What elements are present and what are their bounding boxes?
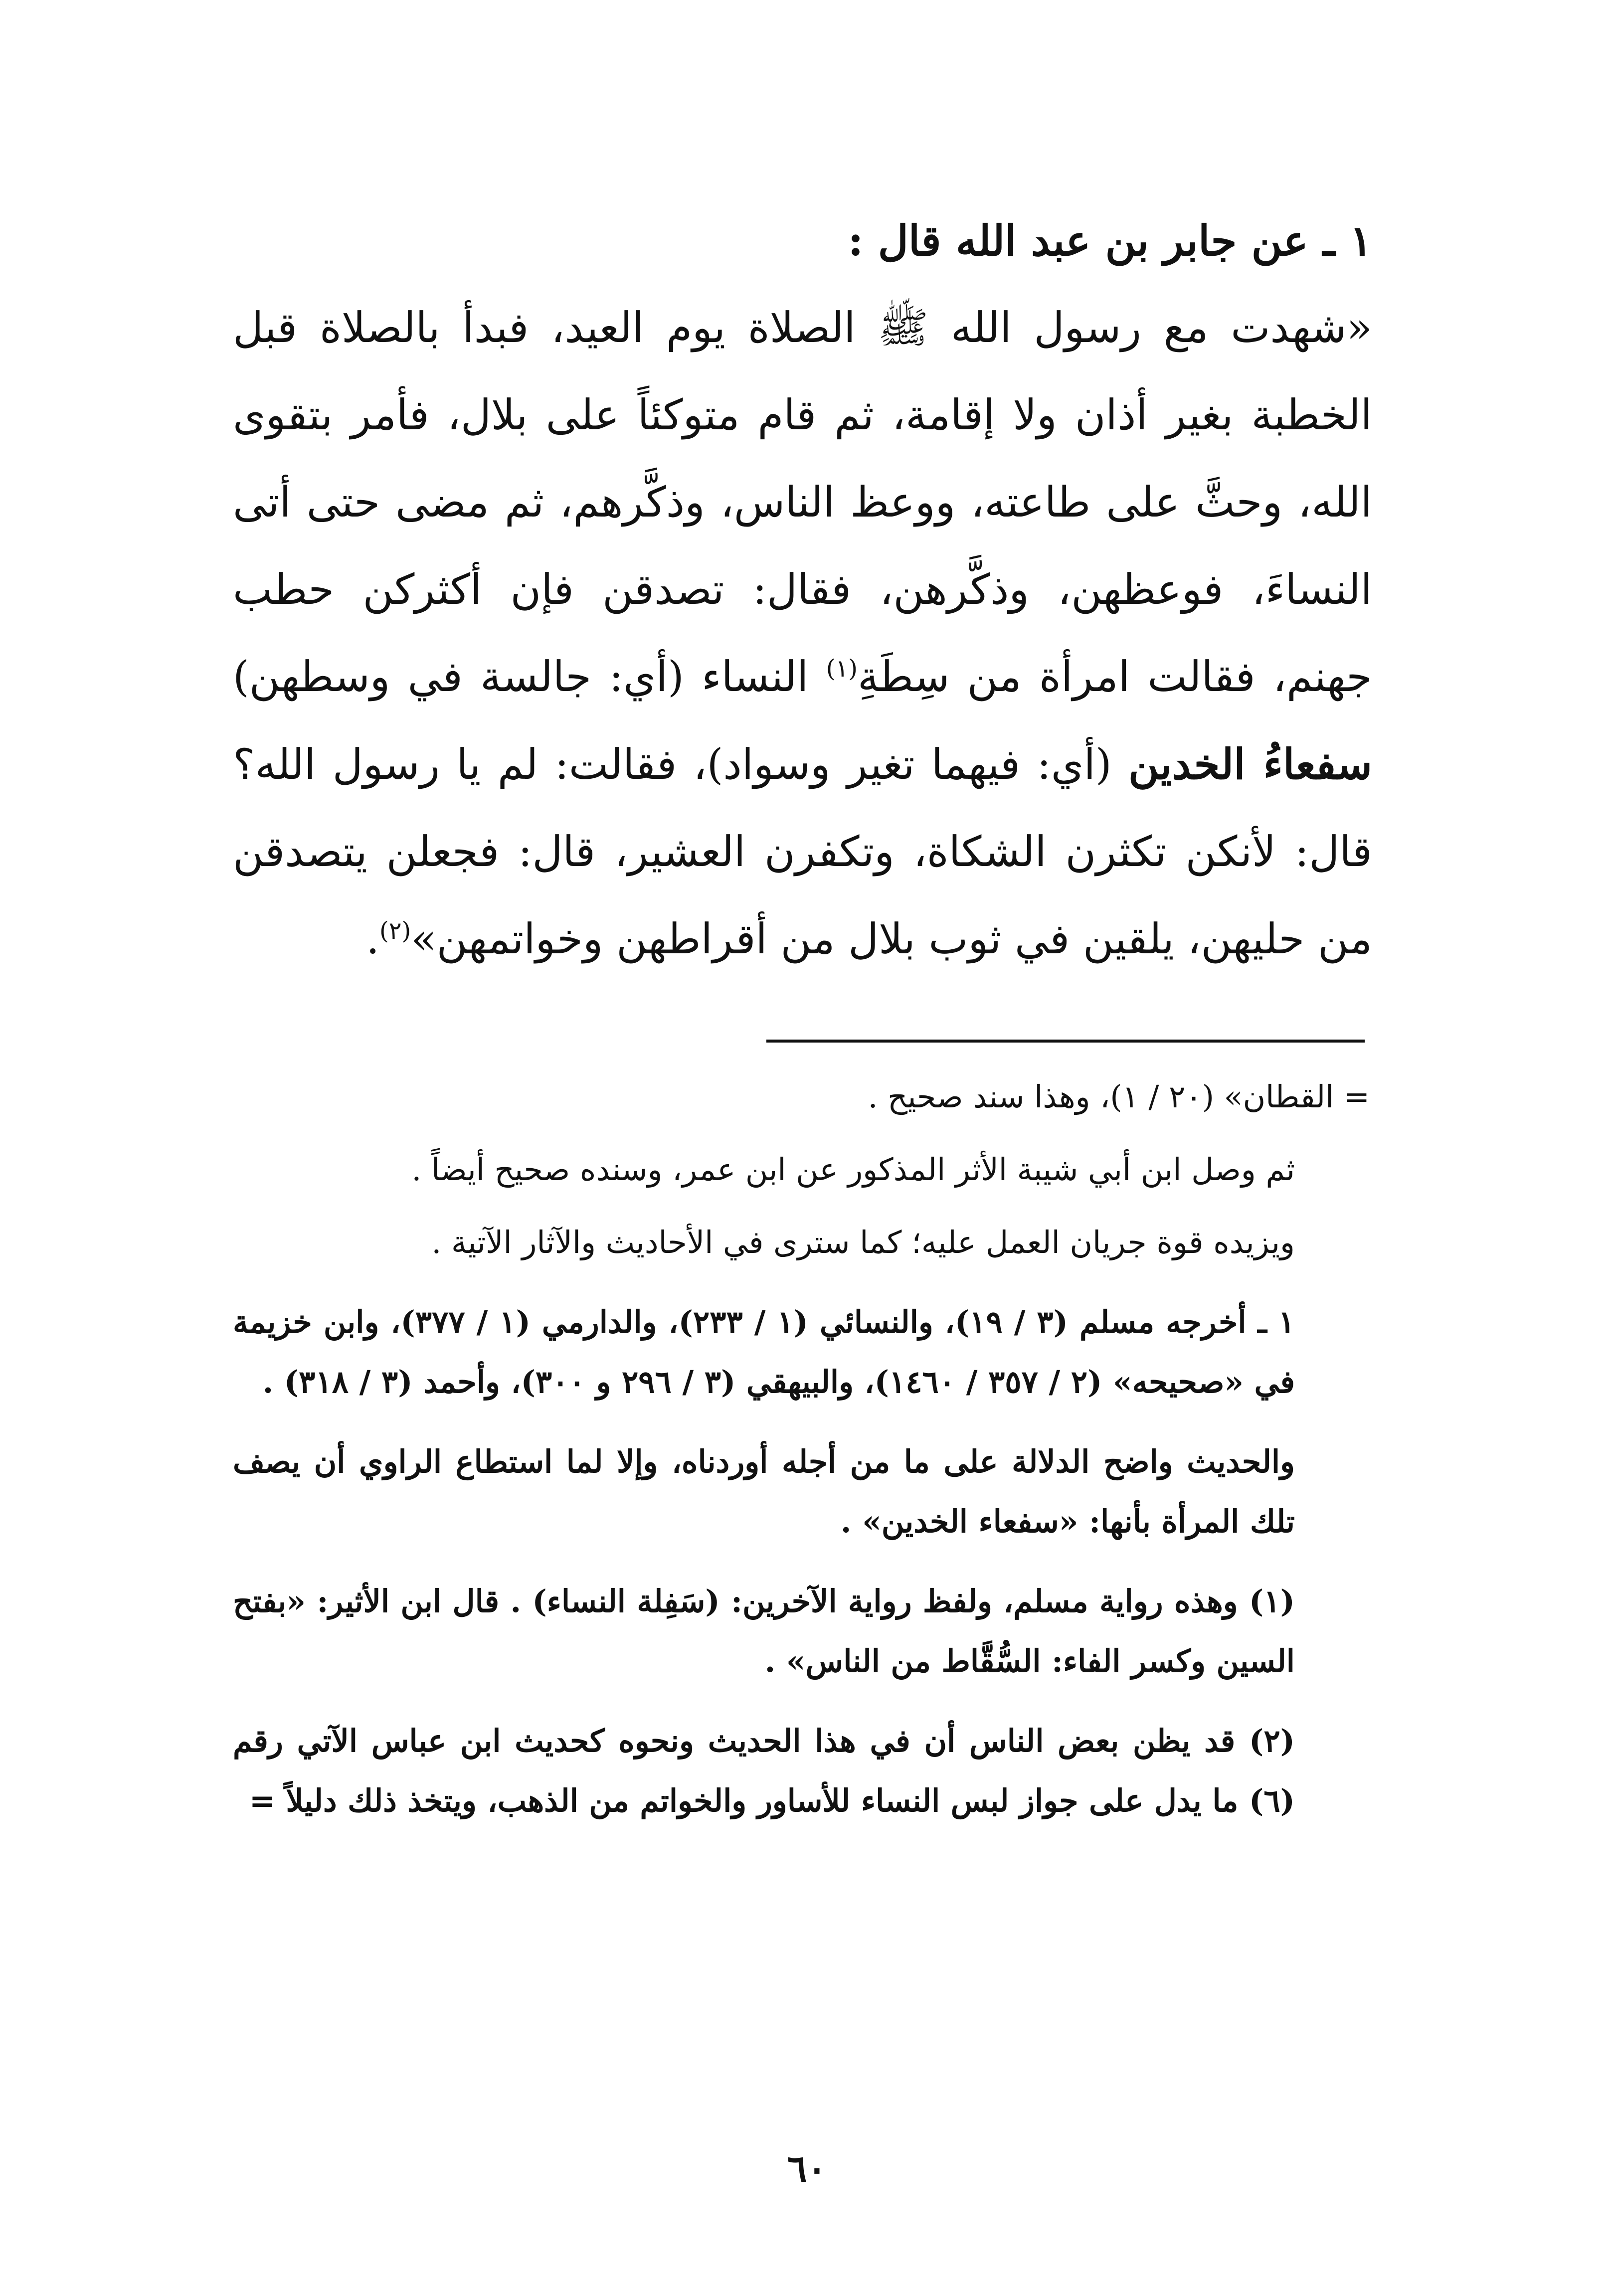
- footnote-commentary: والحديث واضح الدلالة على ما من أجله أوردناه، وإلا لما استطاع الراوي أن يصف تلك المرأة بأنها: «سفعاء الخدين» .: [233, 1443, 1295, 1540]
- hadith-text-part-3: (أي: فيهما تغير وسواد)، فقالت: لم يا رسول الله؟ قال: لأنكن تكثرن الشكاة، وتكفرن العشير، قال: فجعلن يتصدقن من حليهن، يلقين في ثوب بلال من أقراطهن وخواتمهن»: [233, 740, 1372, 963]
- footnote-takhrij: ١ ـ أخرجه مسلم (٣ / ١٩)، والنسائي (١ / ٢٣٣)، والدارمي (١ / ٣٧٧)، وابن خزيمة في «صحيحه» (٢ / ٣٥٧ / ١٤٦٠)، والبيهقي (٣ / ٢٩٦ و ٣٠٠)، وأحمد (٣ / ٣١٨) .: [233, 1304, 1295, 1400]
- footnote-ref-2: (٢): [379, 917, 411, 945]
- footnotes: [233, 1067, 1370, 1844]
- footnote-paragraph: ويزيده قوة جريان العمل عليه؛ كما سترى في الأحاديث والآثار الآتية .: [431, 1224, 1295, 1260]
- footnote-continued: = القطان» (٢٠ / ١)، وهذا سند صحيح .: [868, 1078, 1370, 1115]
- hadith-text-part-2: النساء (أي: جالسة في وسطهن): [233, 652, 826, 701]
- footnote-separator: [766, 1040, 1365, 1043]
- page-number: ٦٠: [787, 2147, 827, 2190]
- hadith-heading: ١ ـ عن جابر بن عبد الله قال :: [848, 216, 1372, 265]
- hadith-text-end: .: [366, 914, 379, 963]
- main-text: [233, 197, 1372, 983]
- footnote-2: (٢) قد يظن بعض الناس أن في هذا الحديث ونحوه كحديث ابن عباس الآتي رقم (٦) ما يدل على جواز لبس النساء للأساور والخواتم من الذهب، ويتخذ ذلك دليلاً =: [233, 1723, 1295, 1819]
- footnote-paragraph: ثم وصل ابن أبي شيبة الأثر المذكور عن ابن عمر، وسنده صحيح أيضاً .: [411, 1151, 1295, 1188]
- hadith-body: [233, 284, 1372, 983]
- footnote-ref-1: (١): [826, 655, 858, 683]
- hadith-bold-phrase: سفعاءُ الخدين: [1128, 739, 1372, 789]
- footnote-1: (١) وهذه رواية مسلم، ولفظ رواية الآخرين: (سَفِلة النساء) . قال ابن الأثير: «بفتح السين وكسر الفاء: السُّقَّاط من الناس» .: [233, 1583, 1295, 1679]
- hadith-text-part-1: «شهدت مع رسول الله ﷺ الصلاة يوم العيد، فبدأ بالصلاة قبل الخطبة بغير أذان ولا إقامة، ثم قام متوكئاً على بلال، فأمر بتقوى الله، وحثَّ على طاعته، ووعظ الناس، وذكَّرهم، ثم مضى حتى أتى النساءَ، فوعظهن، وذكَّرهن، فقال: تصدقن فإن أكثركن حطب جهنم، فقالت امرأة من سِطَةِ: [233, 303, 1373, 701]
